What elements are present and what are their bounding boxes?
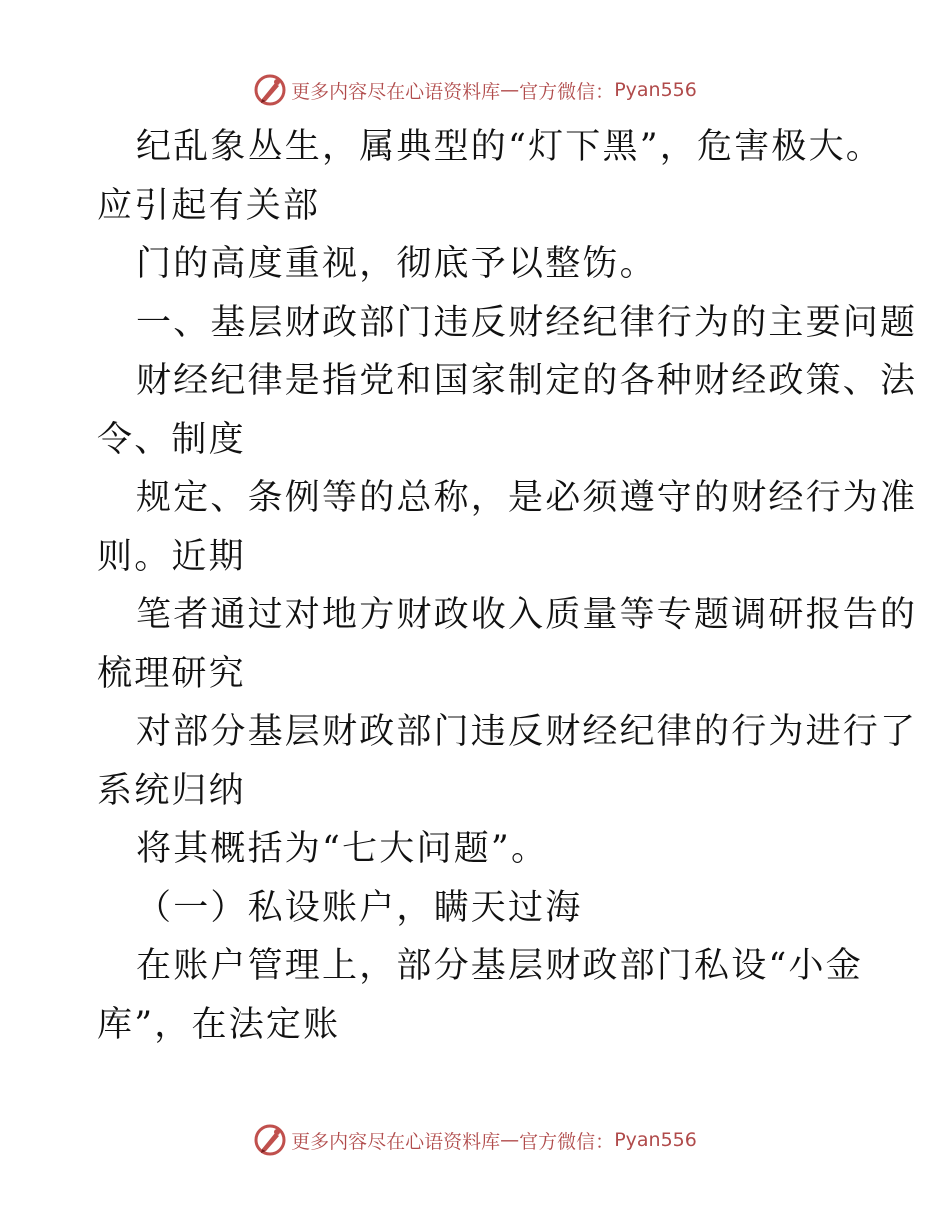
text-line: 财经纪律是指党和国家制定的各种财经政策、法 [136, 361, 918, 401]
banner-wechat-id: Pyan556 [614, 1129, 697, 1151]
text-line: 在账户管理上，部分基层财政部门私设“小金 [136, 946, 863, 986]
text-line: 系统归纳 [97, 770, 246, 811]
text-line: 则。近期 [97, 536, 246, 577]
footer-watermark-banner [0, 1120, 950, 1160]
banner-site-text: 更多内容尽在心语资料库 [291, 1130, 501, 1153]
text-line: （一）私设账户，瞒天过海 [136, 887, 583, 928]
text-line: 规定、条例等的总称，是必须遵守的财经行为准 [136, 478, 918, 518]
text-line: 门的高度重视，彻底予以整饬。 [136, 244, 657, 284]
text-line: 令、制度 [97, 419, 246, 460]
text-line: 笔者通过对地方财政收入质量等专题调研报告的 [136, 595, 918, 635]
banner-wechat-label: 官方微信： [519, 1130, 615, 1153]
banner-separator: — [500, 1129, 520, 1151]
text-line: 应引起有关部 [97, 185, 321, 226]
document-body [97, 118, 918, 1054]
banner-wechat-label: 官方微信： [519, 80, 615, 103]
banner-wechat-id: Pyan556 [614, 79, 697, 101]
text-line: 对部分基层财政部门违反财经纪律的行为进行了 [136, 712, 918, 752]
banner-site-text: 更多内容尽在心语资料库 [291, 80, 501, 103]
pen-logo-icon [253, 73, 287, 107]
text-line: 一、基层财政部门违反财经纪律行为的主要问题 [136, 302, 918, 343]
header-watermark-banner [0, 70, 950, 110]
text-line: 将其概括为“七大问题”。 [136, 829, 549, 869]
text-line: 纪乱象丛生，属典型的“灯下黑”，危害极大。 [136, 127, 883, 167]
text-line: 梳理研究 [97, 653, 246, 694]
pen-logo-icon [253, 1123, 287, 1157]
text-line: 库”，在法定账 [97, 1004, 341, 1045]
banner-separator: — [500, 79, 520, 101]
